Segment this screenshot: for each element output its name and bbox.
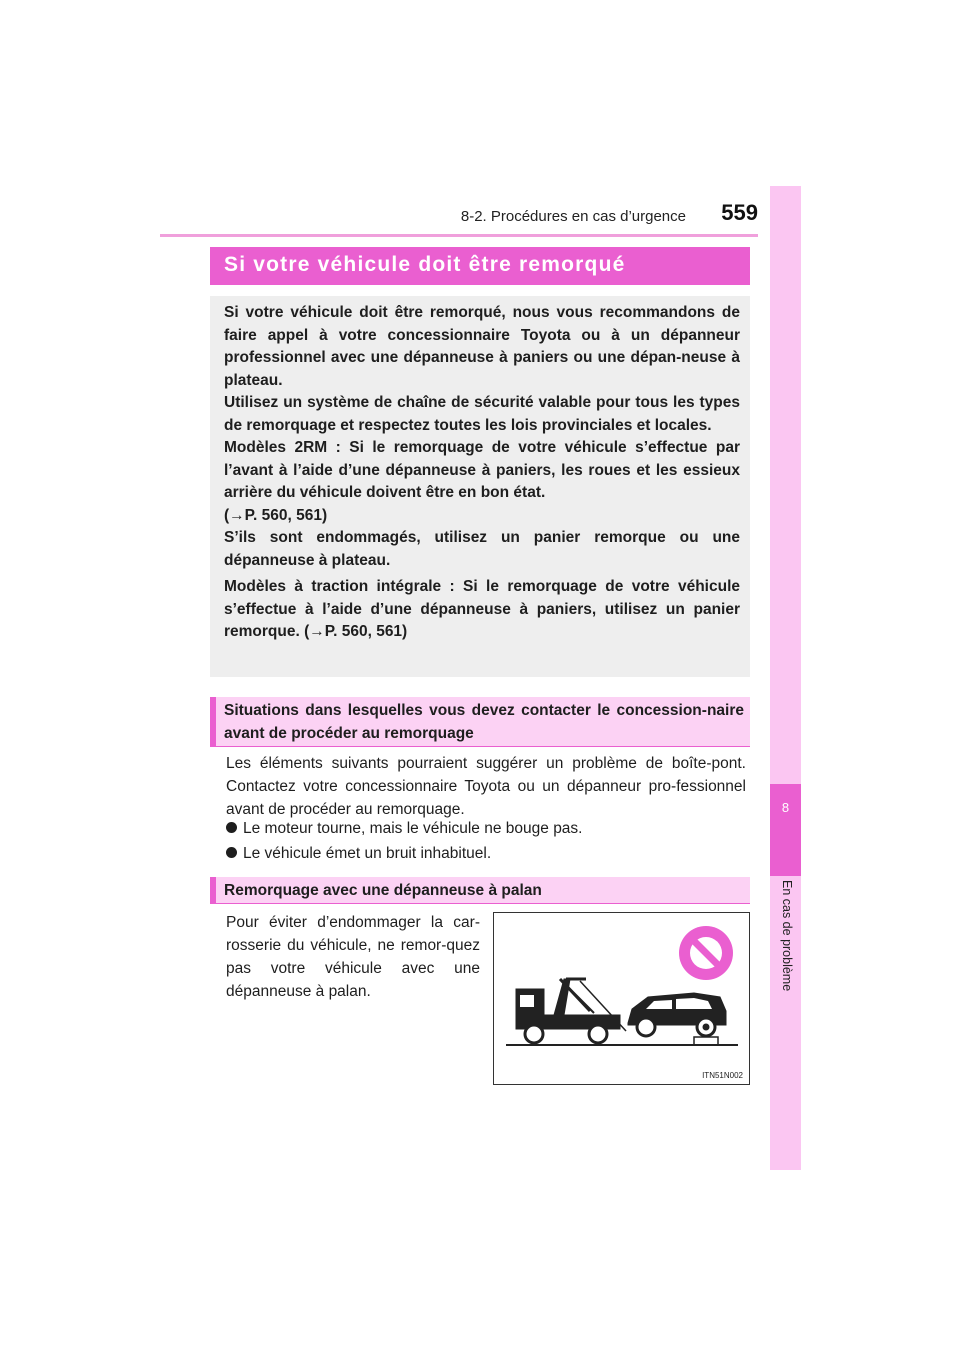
figure-code: ITN51N002: [702, 1071, 743, 1080]
subheading-text: Remorquage avec une dépanneuse à palan: [224, 882, 542, 899]
chapter-number-tab: [770, 784, 801, 876]
bullet-icon: [226, 822, 237, 833]
subheading-hoist-tow-truck: [210, 877, 750, 904]
list-item: [226, 820, 583, 838]
subheading-dealer-contact: [210, 697, 750, 747]
list-item-text: Le véhicule émet un bruit inhabituel.: [243, 845, 492, 862]
tow-truck-icon: [516, 979, 626, 1043]
section2-paragraph: Pour éviter d’endommager la car-rosserie du véhicule, ne remor-quez pas votre véhicule avec une dépanneuse à palan.: [226, 914, 480, 1000]
intro-page-reference: (→P. 560, 561): [224, 506, 328, 524]
intro-paragraph: S’ils sont endommagés, utilisez un panier remorque ou une dépanneuse à plateau.: [224, 529, 740, 569]
section1-body: [226, 752, 746, 821]
section2-body: [226, 911, 480, 1003]
intro-paragraph: Modèles à traction intégrale : Si le remorquage de votre véhicule s’effectue à l’aide d’une dépanneuse à paniers, utilisez un panier remorque. (→P. 560, 561): [224, 578, 740, 640]
page-header: [160, 198, 758, 237]
car-icon: [628, 993, 726, 1045]
intro-paragraph: Utilisez un système de chaîne de sécurité valable pour tous les types de remorquage et respectez toutes les lois provinciales et locales.: [224, 394, 740, 434]
intro-box: [210, 296, 750, 677]
hoist-towing-illustration: [493, 912, 750, 1085]
section1-paragraph: Les éléments suivants pourraient suggérer un problème de boîte-pont. Contactez votre concessionnaire Toyota ou un dépanneur pro-fessionnel avant de procéder au remorquage.: [226, 755, 746, 818]
page-title: Si votre véhicule doit être remorqué: [224, 253, 626, 276]
subheading-text: Situations dans lesquelles vous devez contacter le concession-naire avant de procéder au remorquage: [224, 702, 744, 742]
chapter-side-tab: [770, 186, 801, 1170]
towing-drawing: [494, 913, 749, 1084]
page-title-bar: [210, 247, 750, 285]
intro-paragraph: Si votre véhicule doit être remorqué, nous vous recommandons de faire appel à votre concessionnaire Toyota ou à un dépanneur professionnel avec une dépanneuse à paniers ou une dépan-neuse à plateau.: [224, 304, 740, 389]
prohibited-icon: [679, 926, 733, 980]
chapter-number: 8: [781, 800, 790, 815]
chapter-label: En cas de problème: [780, 880, 794, 992]
intro-paragraph: Modèles 2RM : Si le remorquage de votre véhicule s’effectue par l’avant à l’aide d’une dépanneuse à paniers, les roues et les essieux arrière du véhicule doivent être en bon état.: [224, 439, 740, 501]
bullet-icon: [226, 847, 237, 858]
list-item-text: Le moteur tourne, mais le véhicule ne bouge pas.: [243, 820, 583, 837]
section-title: 8-2. Procédures en cas d’urgence: [460, 208, 686, 225]
page-number: 559: [721, 200, 758, 225]
list-item: [226, 845, 491, 863]
